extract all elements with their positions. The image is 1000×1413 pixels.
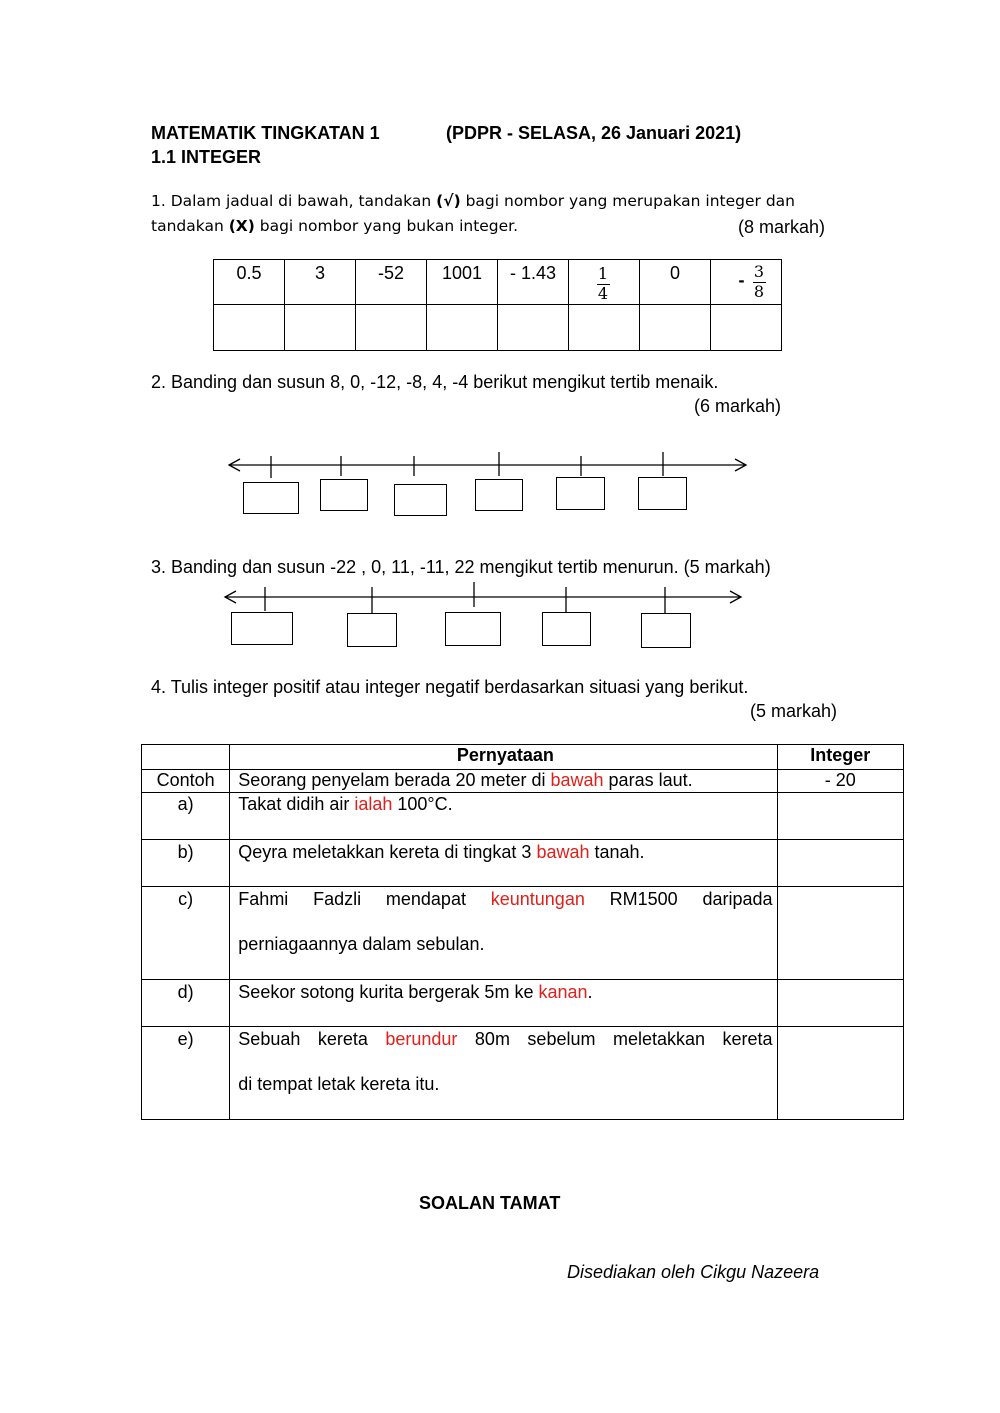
worksheet-session: (PDPR - SELASA, 26 Januari 2021) [446,123,742,143]
table-row [142,793,904,840]
row-label: b) [142,840,230,887]
row-label: d) [142,980,230,1027]
table-row [142,1027,904,1120]
row-label: e) [142,1027,230,1120]
q1-cell: -52 [356,260,427,305]
table-header-empty [142,745,230,770]
q3-instruction: 3. Banding dan susun -22 , 0, 11, -11, 22 mengikut tertib menurun. (5 markah) [151,557,771,577]
row-label: Contoh [142,770,230,793]
q2-answer-box[interactable] [394,484,447,516]
integer-answer-cell[interactable] [777,840,903,887]
row-statement: Qeyra meletakkan kereta di tingkat 3 bawah tanah. [230,840,777,887]
q3-answer-box[interactable] [641,613,691,648]
fraction-sign: - [738,269,745,290]
integer-answer-cell[interactable] [777,1027,903,1120]
row-label: c) [142,887,230,980]
q4-situation-table [141,744,904,1120]
fraction-denominator: 8 [753,282,765,301]
fraction-numerator: 3 [753,262,765,281]
worksheet-subject: MATEMATIK TINGKATAN 1 [151,123,380,143]
table-row-example [142,770,904,793]
q3-answer-box[interactable] [445,612,501,646]
q1-marks: (8 markah) [738,217,826,237]
fraction-numerator: 1 [597,264,609,283]
tick-mark: (√) [436,192,461,210]
q1-instruction-line1: 1. Dalam jadual di bawah, tandakan (√) bagi nombor yang merupakan integer dan [151,192,795,210]
worksheet-topic: 1.1 INTEGER [151,147,262,167]
q3-answer-box[interactable] [542,612,591,646]
row-statement: Seorang penyelam berada 20 meter di bawah paras laut. [230,770,777,793]
table-row [142,840,904,887]
table-row [142,980,904,1027]
q3-answer-box[interactable] [347,613,397,647]
row-statement: Sebuah kereta berundur 80m sebelum meletakkan kereta di tempat letak kereta itu. [230,1027,777,1120]
q1-cell: 1001 [427,260,498,305]
integer-answer-cell[interactable] [777,980,903,1027]
q2-answer-box[interactable] [556,477,605,510]
row-statement: Takat didih air ialah 100°C. [230,793,777,840]
q2-answer-box[interactable] [243,482,299,514]
cross-mark: (X) [228,217,255,235]
q1-cell: 3 [285,260,356,305]
row-statement: Seekor sotong kurita bergerak 5m ke kanan. [230,980,777,1027]
end-of-questions: SOALAN TAMAT [419,1193,561,1213]
integer-answer-cell[interactable] [777,887,903,980]
q1-cell: 0 [640,260,711,305]
row-statement: Fahmi Fadzli mendapat keuntungan RM1500 daripada perniagaannya dalam sebulan. [230,887,777,980]
q2-answer-box[interactable] [475,479,523,511]
q1-cell: 0.5 [214,260,285,305]
q2-instruction: 2. Banding dan susun 8, 0, -12, -8, 4, -4 berikut mengikut tertib menaik. [151,372,719,392]
example-answer: - 20 [777,770,903,793]
author-credit: Disediakan oleh Cikgu Nazeera [567,1262,820,1282]
q4-marks: (5 markah) [750,701,838,721]
integer-answer-cell[interactable] [777,793,903,840]
q1-cell: - 1.43 [498,260,569,305]
fraction-denominator: 4 [597,284,609,303]
q3-answer-box[interactable] [231,612,293,645]
row-label: a) [142,793,230,840]
q2-answer-box[interactable] [638,477,687,510]
column-header-integer: Integer [777,745,903,770]
column-header-statement: Pernyataan [230,745,777,770]
q2-marks: (6 markah) [694,396,782,416]
table-row [142,887,904,980]
q2-answer-box[interactable] [320,479,368,511]
q1-instruction-line2: tandakan (X) bagi nombor yang bukan integer. [151,217,519,235]
q4-instruction: 4. Tulis integer positif atau integer negatif berdasarkan situasi yang berikut. [151,677,749,697]
